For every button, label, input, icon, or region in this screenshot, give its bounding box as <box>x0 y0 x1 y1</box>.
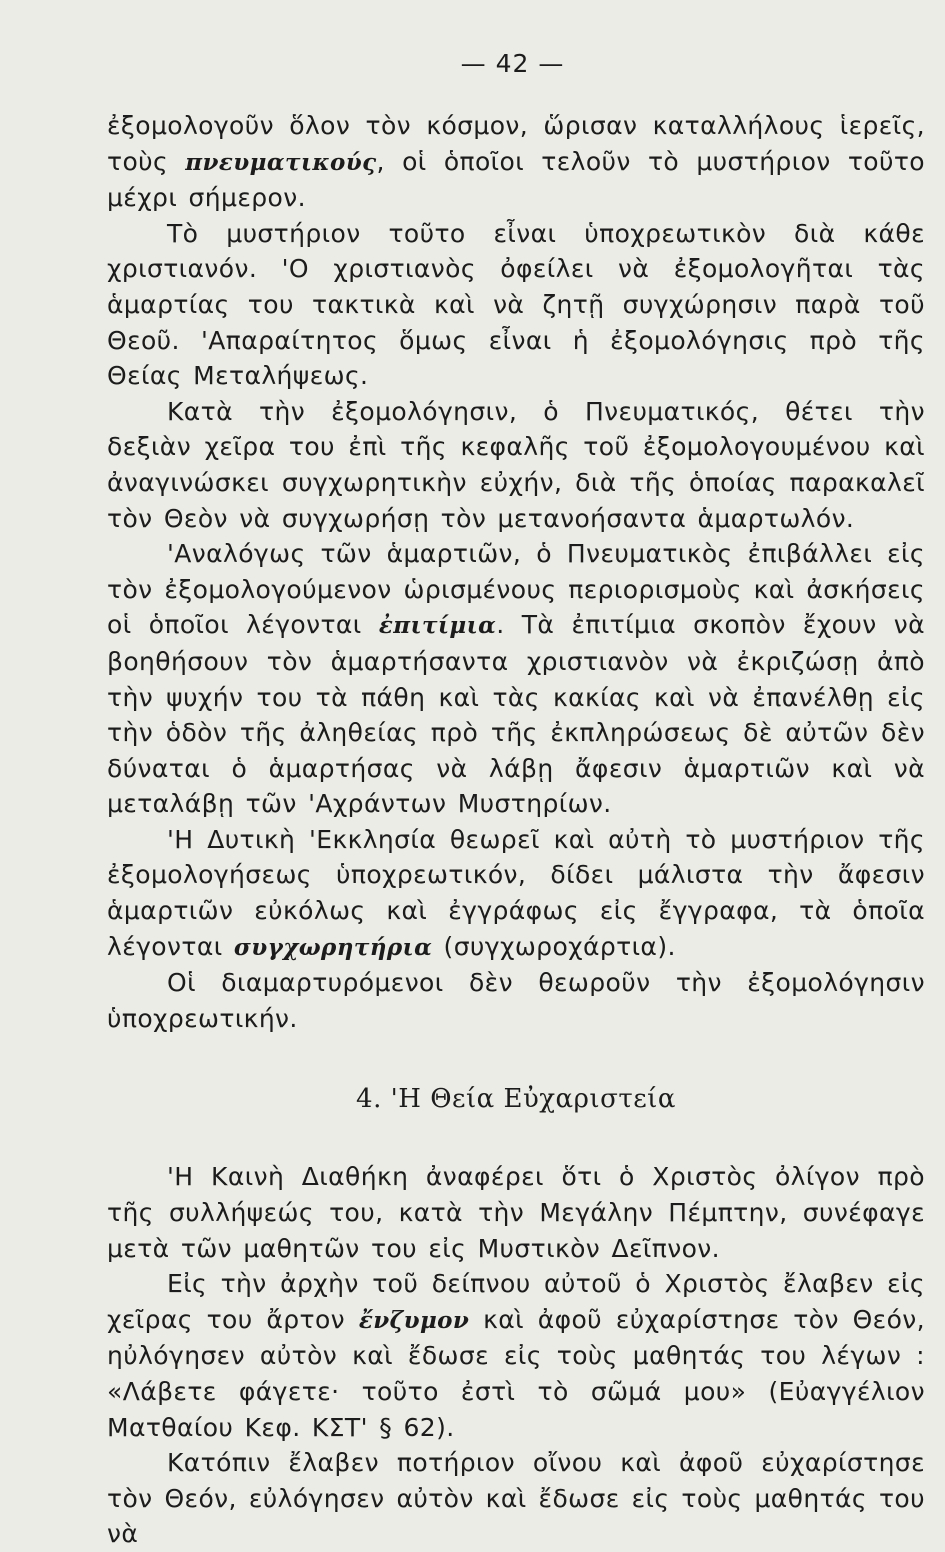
paragraph <box>107 822 925 965</box>
paragraph <box>107 394 925 536</box>
emphasized-term: συγχωρητήρια <box>233 933 433 961</box>
paragraph-text: , οἱ ὁποῖοι τελοῦν τὸ μυστήριον τοῦτο μέχρι σήμερον. <box>107 146 925 213</box>
paragraphs-after-heading <box>107 1159 925 1552</box>
paragraph-text: (συγχωροχάρτια). <box>432 931 676 961</box>
paragraph-text: ἐξομολογοῦν ὅλον τὸν κόσμον, ὥρισαν καταλλήλους ἱερεῖς, τοὺς <box>107 111 925 176</box>
body-text <box>107 108 925 1552</box>
emphasized-term: πνευματικούς <box>185 148 377 176</box>
paragraph-text: 'Η Καινὴ Διαθήκη ἀναφέρει ὅτι ὁ Χριστὸς ὀλίγον πρὸ τῆς συλλήψεώς του, κατὰ τὴν Μεγάλην Πέμπτην, συνέφαγε μετὰ τῶν μαθητῶν του εἰς Μυστικὸν Δεῖπνον. <box>107 1162 925 1263</box>
paragraph-text: . Τὰ ἐπιτίμια σκοπὸν ἔχουν νὰ βοηθήσουν τὸν ἁμαρτήσαντα χριστιανὸν νὰ ἐκριζώσῃ ἀπὸ τὴν ψυχήν του τὰ πάθη καὶ τὰς κακίας καὶ νὰ ἐπανέλθῃ εἰς τὴν ὁδὸν τῆς ἀληθείας πρὸ τῆς ἐκπληρώσεως δὲ αὐτῶν δὲν δύναται ὁ ἁμαρτήσας νὰ λάβῃ ἄφεσιν ἁμαρτιῶν καὶ νὰ μεταλάβῃ τῶν 'Αχράντων Μυστηρίων. <box>107 610 925 819</box>
emphasized-term: ἐπιτίμια <box>378 612 497 640</box>
paragraph <box>107 216 925 394</box>
section-heading: 4. 'Η Θεία Εὐχαριστεία <box>356 1084 676 1115</box>
paragraph <box>107 1266 925 1445</box>
paragraph <box>107 1159 925 1266</box>
paragraph <box>107 108 925 216</box>
paragraph-text: Κατόπιν ἔλαβεν ποτήριον οἴνου καὶ ἀφοῦ εὐχαρίστησε τὸν Θεόν, εὐλόγησεν αὐτὸν καὶ ἔδωσε εἰς τοὺς μαθητάς του νὰ <box>107 1448 925 1549</box>
paragraphs-before-heading <box>107 108 925 1036</box>
page-number: — 42 — <box>460 49 565 78</box>
paragraph-text: 'Η Δυτικὴ 'Εκκλησία θεωρεῖ καὶ αὐτὴ τὸ μυστήριον τῆς ἐξομολογήσεως ὑποχρεωτικόν, δίδει μάλιστα τὴν ἄφεσιν ἁμαρτιῶν εὐκόλως καὶ ἐγγράφως εἰς ἔγγραφα, τὰ ὁποῖα λέγονται <box>107 824 925 961</box>
paragraph-text: Εἰς τὴν ἀρχὴν τοῦ δείπνου αὐτοῦ ὁ Χριστὸς ἔλαβεν εἰς χεῖρας του ἄρτον <box>107 1269 925 1334</box>
paragraph <box>107 536 925 822</box>
paragraph-text: Κατὰ τὴν ἐξομολόγησιν, ὁ Πνευματικός, θέτει τὴν δεξιὰν χεῖρα του ἐπὶ τῆς κεφαλῆς τοῦ ἐξομολογουμένου καὶ ἀναγινώσκει συγχωρητικὴν εὐχήν, διὰ τῆς ὁποίας παρακαλεῖ τὸν Θεὸν νὰ συγχωρήσῃ τὸν μετανοήσαντα ἁμαρτωλόν. <box>107 396 925 533</box>
paragraph-text: 'Αναλόγως τῶν ἁμαρτιῶν, ὁ Πνευματικὸς ἐπιβάλλει εἰς τὸν ἐξομολογούμενον ὡρισμένους περιορισμοὺς καὶ ἀσκήσεις οἱ ὁποῖοι λέγονται <box>107 539 925 640</box>
paragraph-text: Οἱ διαμαρτυρόμενοι δὲν θεωροῦν τὴν ἐξομολόγησιν ὑποχρεωτικήν. <box>107 968 925 1033</box>
paragraph <box>107 1445 925 1552</box>
paragraph-text: καὶ ἀφοῦ εὐχαρίστησε τὸν Θεόν, ηὐλόγησεν αὐτὸν καὶ ἔδωσε εἰς τοὺς μαθητάς του λέγων : «Λάβετε φάγετε· τοῦτο ἐστὶ τὸ σῶμά μου» (Εὐαγγέλιον Ματθαίου Κεφ. ΚΣΤ' § 62). <box>107 1304 925 1442</box>
emphasized-term: ἔνζυμον <box>358 1306 470 1334</box>
paragraph-text: Τὸ μυστήριον τοῦτο εἶναι ὑποχρεωτικὸν διὰ κάθε χριστιανόν. 'Ο χριστιανὸς ὀφείλει νὰ ἐξομολογῆται τὰς ἁμαρτίας του τακτικὰ καὶ νὰ ζητῇ συγχώρησιν παρὰ τοῦ Θεοῦ. 'Απαραίτητος ὅμως εἶναι ἡ ἐξομολόγησις πρὸ τῆς Θείας Μεταλήψεως. <box>107 218 925 391</box>
paragraph <box>107 965 925 1036</box>
